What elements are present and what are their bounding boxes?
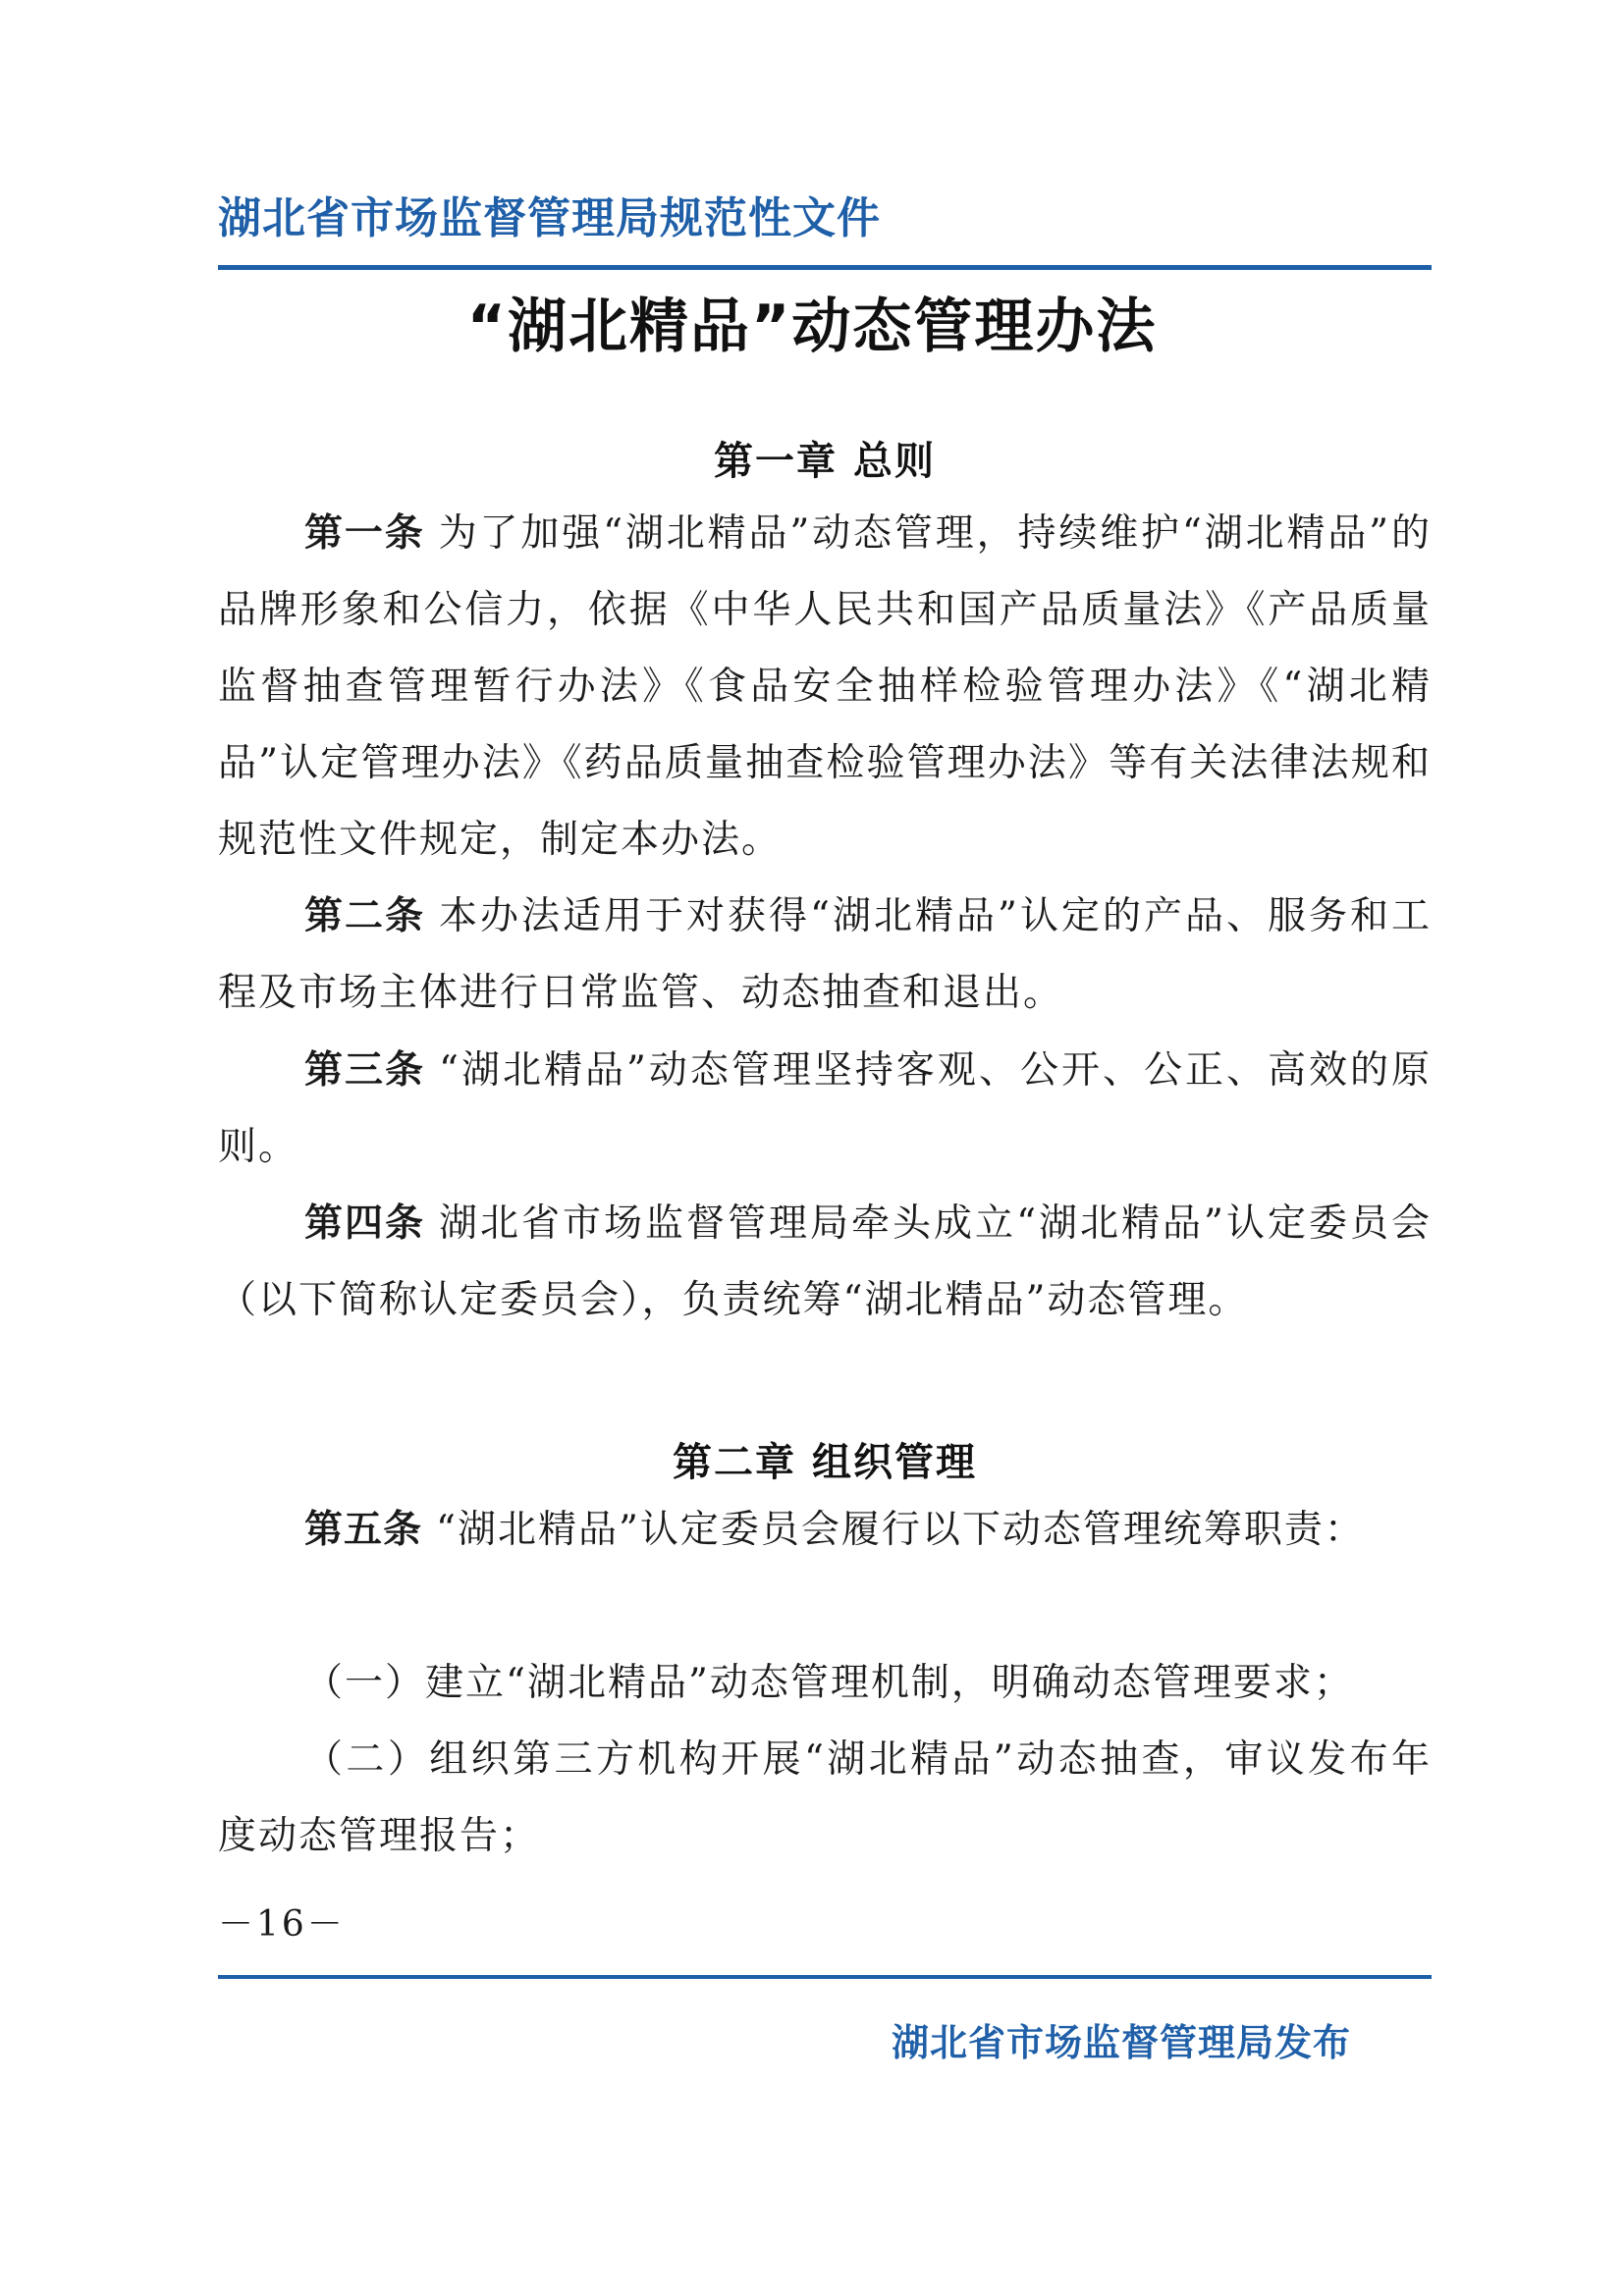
article — [218, 1186, 1432, 1339]
article-label: 第一条 — [304, 511, 425, 556]
page-number: －16－ — [218, 1904, 346, 1945]
article-text: “湖北精品”认定委员会履行以下动态管理统筹职责： — [436, 1508, 1365, 1552]
article — [218, 496, 1432, 879]
article — [218, 1033, 1432, 1186]
article-text: 湖北省市场监督管理局牵头成立“湖北精品”认定委员会（以下简称认定委员会），负责统筹“湖北精品”动态管理。 — [218, 1201, 1432, 1322]
header-title: 湖北省市场监督管理局规范性文件 — [218, 193, 881, 243]
article — [218, 879, 1432, 1032]
article-label: 第二条 — [304, 894, 426, 938]
article-label: 第四条 — [304, 1201, 426, 1246]
article-label: 第五条 — [304, 1508, 423, 1552]
article — [218, 1492, 1432, 1569]
footer-publisher: 湖北省市场监督管理局发布 — [892, 2021, 1352, 2064]
header-divider — [218, 265, 1432, 270]
article-text: “湖北精品”动态管理坚持客观、公开、公正、高效的原则。 — [218, 1048, 1432, 1169]
chapter-heading: 第一章 总则 — [714, 439, 936, 484]
article-text: 本办法适用于对获得“湖北精品”认定的产品、服务和工程及市场主体进行日常监管、动态抽查和退出。 — [218, 894, 1432, 1015]
article-label: 第三条 — [304, 1048, 426, 1093]
list-item: （一）建立“湖北精品”动态管理机制，明确动态管理要求； — [304, 1661, 1354, 1705]
article-text: 为了加强“湖北精品”动态管理，持续维护“湖北精品”的品牌形象和公信力，依据《中华人民共和国产品质量法》《产品质量监督抽查管理暂行办法》《食品安全抽样检验管理办法》《“湖北精品”认定管理办法》《药品质量抽查检验管理办法》等有关法律法规和规范性文件规定，制定本办法。 — [218, 511, 1432, 862]
list-item: （二）组织第三方机构开展“湖北精品”动态抽查，审议发布年度动态管理报告； — [218, 1737, 1432, 1858]
chapter-heading: 第二章 组织管理 — [673, 1440, 977, 1485]
footer-divider — [218, 1975, 1432, 1979]
document-title: “湖北精品”动态管理办法 — [466, 293, 1158, 361]
